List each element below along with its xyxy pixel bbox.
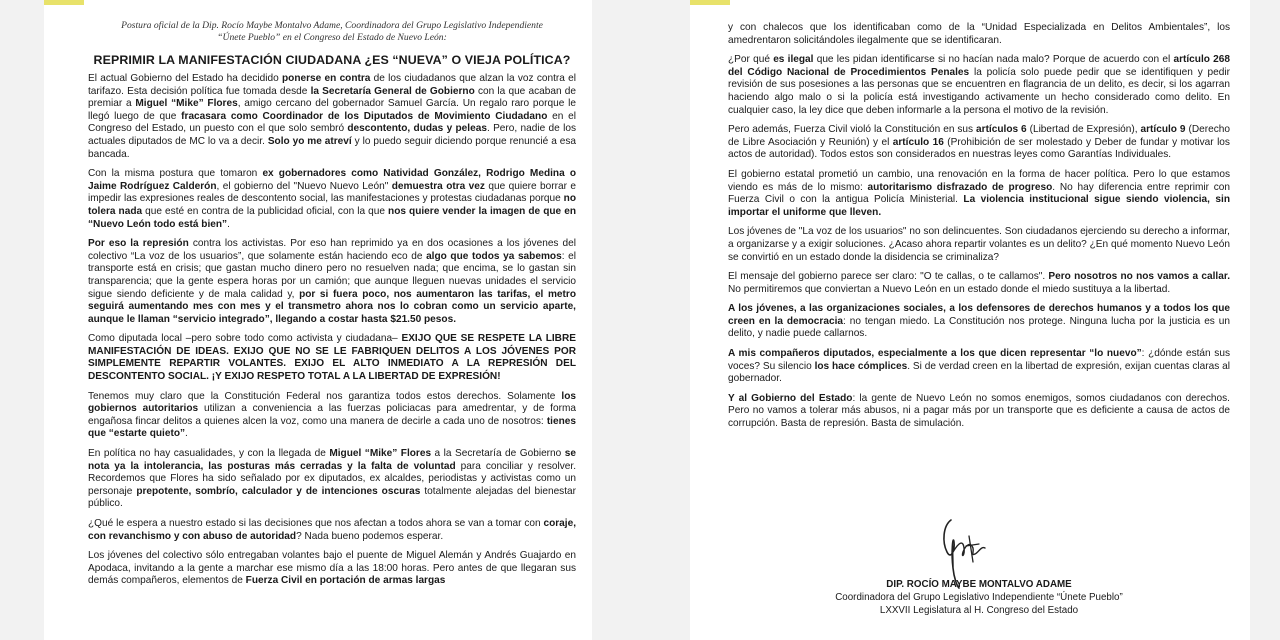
text-run: a la Secretaría de Gobierno [431,448,565,460]
bold-run: algo que todos ya sabemos [426,250,562,262]
paragraph [88,391,576,441]
bold-run: Miguel “Mike” Flores [329,448,432,460]
text-run: ? Nada bueno podemos esperar. [296,530,444,542]
page-accent-bar [44,0,84,5]
bold-run: fracasara como Coordinador de los Diputados de Movimiento Ciudadano [181,110,548,122]
text-run: . [185,428,188,440]
text-run: : el transporte está en crisis; que gastan mucho dinero pero no resuelven nada; que encima, se lo gastan sin transparencia; que la gente espera horas por un camión; que aunque lleguen nuevas unidades el servicio sigue siendo deficiente y de mala calidad y, [88,250,577,300]
paragraph [88,448,576,511]
text-run: totalmente alejadas del bienestar público. [88,485,577,510]
bold-run: Pero nosotros no nos vamos a callar. [1048,271,1230,283]
text-run: Los jóvenes del colectivo sólo entregaban volantes bajo el puente de Miguel Alemán y Andrés Guajardo en Apodaca, invitando a la gente a marchar ese mismo día a las 18:00 horas. Pero antes de que llegaran sus demás compañeros, elementos de [88,550,576,587]
text-run: El mensaje del gobierno parece ser claro: "O te callas, o te callamos". [728,271,1049,283]
bold-run: por si fuera poco, nos aumentaron las tarifas, el metro seguirá aumentando mes con mes y el transmetro ahora nos lo cobran como un servicio aparte, aunque le llaman “servicio integrado”, llegando a costar hasta $21.50 pesos. [88,288,576,325]
text-run: Pero además, Fuerza Civil violó la Constitución en sus [728,124,977,136]
signatory-legislature: LXXVII Legislatura al H. Congreso del Estado [879,605,1079,616]
text-run: (Libertad de Expresión), [1026,124,1141,136]
paragraph [88,73,576,161]
page-accent-bar [690,0,730,5]
text-run: contra los activistas. Por eso han reprimido ya en dos ocasiones a los jóvenes del colectivo “La voz de los usuarios”, que solamente están haciendo eco de [88,238,576,262]
paragraph [88,168,576,231]
bold-run: los hace cómplices [814,360,908,372]
right-body-text [728,22,1230,431]
paragraph [728,169,1230,219]
text-run: . Si de verdad creen en la libertad de expresión, exijan cuentas claras al gobernador. [728,360,1230,385]
text-run: para conciliar y resolver. Recordemos que Flores ha sido señalado por ex diputados, ex alcaldes, periodistas y activistas como un personaje [88,460,577,497]
paragraph [728,124,1230,162]
paragraph [728,303,1230,341]
bold-run: nos quiere vender la imagen de que en “Nuevo León todo está bien” [88,205,576,230]
text-run: , amigo cercano del gobernador Samuel García. Un regalo raro porque le llegó luego de que [88,98,576,122]
paragraph [88,333,576,383]
text-run: : ¿dónde están sus voces? Su silencio [728,348,1230,372]
text-run: que quiere borrar e impedir las expresiones reales de descontento social, las manifestaciones y protestas ciudadanas porque [88,180,577,205]
paragraph [728,54,1230,117]
bold-run: no tolera nada [88,193,576,217]
paragraph [728,22,1230,47]
bold-run: artículo 16 [892,136,944,148]
text-run: El actual Gobierno del Estado ha decidido [88,73,282,84]
intro-statement [88,20,576,44]
text-run: y con chalecos que los identificaban como de la “Unidad Especializada en Delitos Ambientales”, los amedrentaron solicitándoles ilegalmente que se identificaran. [728,22,1230,46]
bold-run: A mis compañeros diputados, especialmente a los que dicen representar “lo nuevo” [728,348,1142,360]
text-run: en el Congreso del Estado, un puesto con el que solo sembró [88,110,576,135]
text-run: En política no hay casualidades, y con la llegada de [88,448,330,460]
bold-run: Y al Gobierno del Estado [728,392,853,404]
bold-run: coraje, con revanchismo y con abuso de autoridad [88,518,576,542]
bold-run: los gobiernos autoritarios [88,390,576,415]
paragraph [88,550,576,588]
bold-run: artículos 6 [976,124,1027,136]
text-run: que esté en contra de la publicidad oficial, con la que [142,205,389,217]
paragraph [728,226,1230,264]
left-body-text [88,73,576,588]
bold-run: prepotente, sombrío, calculador y de intenciones oscuras [136,485,421,497]
signature-block [728,512,1230,640]
paragraph [728,348,1230,386]
text-run: de los ciudadanos que alzan la voz contra el tarifazo. Esta decisión política fue tomada desde [88,73,576,97]
bold-run: la Secretaría General de Gobierno [310,85,475,97]
bold-run: se nota ya la intolerancia, las posturas más cerradas y la falta de voluntad [88,448,576,472]
text-run: ¿Qué le espera a nuestro estado si las decisiones que nos afectan a todos ahora se van a tomar con [88,518,544,529]
text-run: y lo puedo seguir diciendo porque renuncié a esa bancada. [88,135,576,160]
text-run: la policía solo puede pedir que se identifiquen y pedir revisión de sus posesiones a las personas que se encuentren en flagrancia de un delito, es decir, si los agarran haciendo algo malo o si la policía está investigando activamente un hecho considerado como delito. En cualquier caso, la ley dice que deben informarle a la persona el motivo de la revisión. [728,66,1231,116]
text-run: No permitiremos que conviertan a Nuevo León en un estado donde el miedo sustituya a la libertad. [728,283,1171,295]
bold-run: artículo 268 del Código Nacional de Procedimientos Penales [728,54,1230,78]
paragraph [728,393,1230,431]
bold-run: ponerse en contra [282,73,371,84]
text-run: : no tengan miedo. La Constitución nos protege. Ninguna lucha por la justicia es un delito, y nadie puede callarnos. [728,315,1230,340]
text-run: , el gobierno del "Nuevo Nuevo León" [216,180,392,192]
bold-run: Por eso la represión [88,238,189,250]
bold-run: EXIJO QUE SE RESPETE LA LIBRE MANIFESTACIÓN DE IDEAS. EXIJO QUE NO SE LE FABRIQUEN DELITOS A LOS JÓVENES POR SIMPLEMENTE REPARTIR VOLANTES. EXIJO EL ALTO INMEDIATO A LA REPRESIÓN DEL DESCONTENTO SOCIAL. ¡Y EXIJO RESPETO TOTAL A LA LIBERTAD DE EXPRESIÓN! [88,333,576,383]
bold-run: ex gobernadores como Natividad González, Rodrigo Medina o Jaime Rodríguez Calderón [88,168,576,192]
text-run: El gobierno estatal prometió un cambio, una renovación en la forma de hacer política. Pero lo que estamos viendo es más de lo mismo: [728,168,1230,193]
text-run: Con la misma postura que tomaron [88,168,263,180]
bold-run: tienes que “estarte quieto” [88,415,576,440]
text-run: Como diputada local –pero sobre todo como activista y ciudadana– [88,333,402,345]
text-run: Los jóvenes de "La voz de los usuarios" no son delincuentes. Son ciudadanos ejerciendo su derecho a informar, a organizarse y a exigir soluciones. ¿Acaso ahora repartir volantes es un delito? ¿En qué momento Nuevo León se convirtió en un estado donde la disidencia se criminaliza? [728,226,1230,263]
document-headline: REPRIMIR LA MANIFESTACIÓN CIUDADANA ¿ES “NUEVA” O VIEJA POLÍTICA? [93,53,571,67]
text-run: que les pidan identificarse si no hacían nada malo? Porque de acuerdo con el [813,54,1174,66]
text-run: . [227,218,230,230]
signatory-role: Coordinadora del Grupo Legislativo Independiente “Únete Pueblo” [835,592,1123,603]
document-page-left [44,0,592,640]
bold-run: Fuerza Civil en portación de armas largas [245,575,446,587]
bold-run: descontento, dudas y peleas [347,123,487,135]
bold-run: demuestra otra vez [391,180,485,192]
bold-run: artículo 9 [1140,124,1186,136]
text-run: utilizan a conveniencia a las fuerzas policiacas para amedrentar, y de forma engañosa fincar delitos a quienes alcen la voz, como una manera de decirle a cada uno de nosotros: [88,403,576,427]
bold-run: autoritarismo disfrazado de progreso [867,181,1053,193]
bold-run: Solo yo me atreví [267,135,352,147]
text-run: con la que acaban de premiar a [88,85,576,110]
text-run: . No hay diferencia entre reprimir con Fuerza Civil o con la antigua Policía Ministerial. [728,181,1230,206]
signatory-name: DIP. ROCÍO MAYBE MONTALVO ADAME [886,579,1072,590]
text-run: . Pero, nadie de los actuales diputados de MC lo va a decir. [88,123,576,147]
paragraph [88,238,576,326]
text-run: : la gente de Nuevo León no somos enemigos, somos ciudadanos con derechos. Pero no vamos a tolerar más abusos, ni a pagar más por un transporte que es deficiente a causa de actos de corrupción. Basta de represión. Basta de simulación. [728,392,1230,430]
text-run: Tenemos muy claro que la Constitución Federal nos garantiza todos estos derechos. Solamente [88,390,562,402]
intro-line: Postura oficial de la Dip. Rocío Maybe Montalvo Adame, Coordinadora del Grupo Legislativo Independiente [121,20,543,31]
text-run: (Derecho de Libre Asociación y Reunión) y el [728,124,1230,148]
bold-run: La violencia institucional sigue siendo violencia, sin importar el uniforme que lleven. [728,194,1230,218]
text-run: (Prohibición de ser molestado y Deber de fundar y motivar los actos de autoridad). Todos estos son considerados en nuestras leyes como Garantías Individuales. [728,136,1230,161]
paragraph [728,271,1230,296]
intro-line: “Únete Pueblo” en el Congreso del Estado de Nuevo León: [217,32,447,43]
text-run: ¿Por qué [728,54,774,66]
bold-run: A los jóvenes, a las organizaciones sociales, a los defensores de derechos humanos y a todos los que creen en la democracia [728,303,1230,327]
bold-run: es ilegal [773,54,814,66]
bold-run: Miguel “Mike” Flores [135,98,238,110]
paragraph [88,518,576,543]
